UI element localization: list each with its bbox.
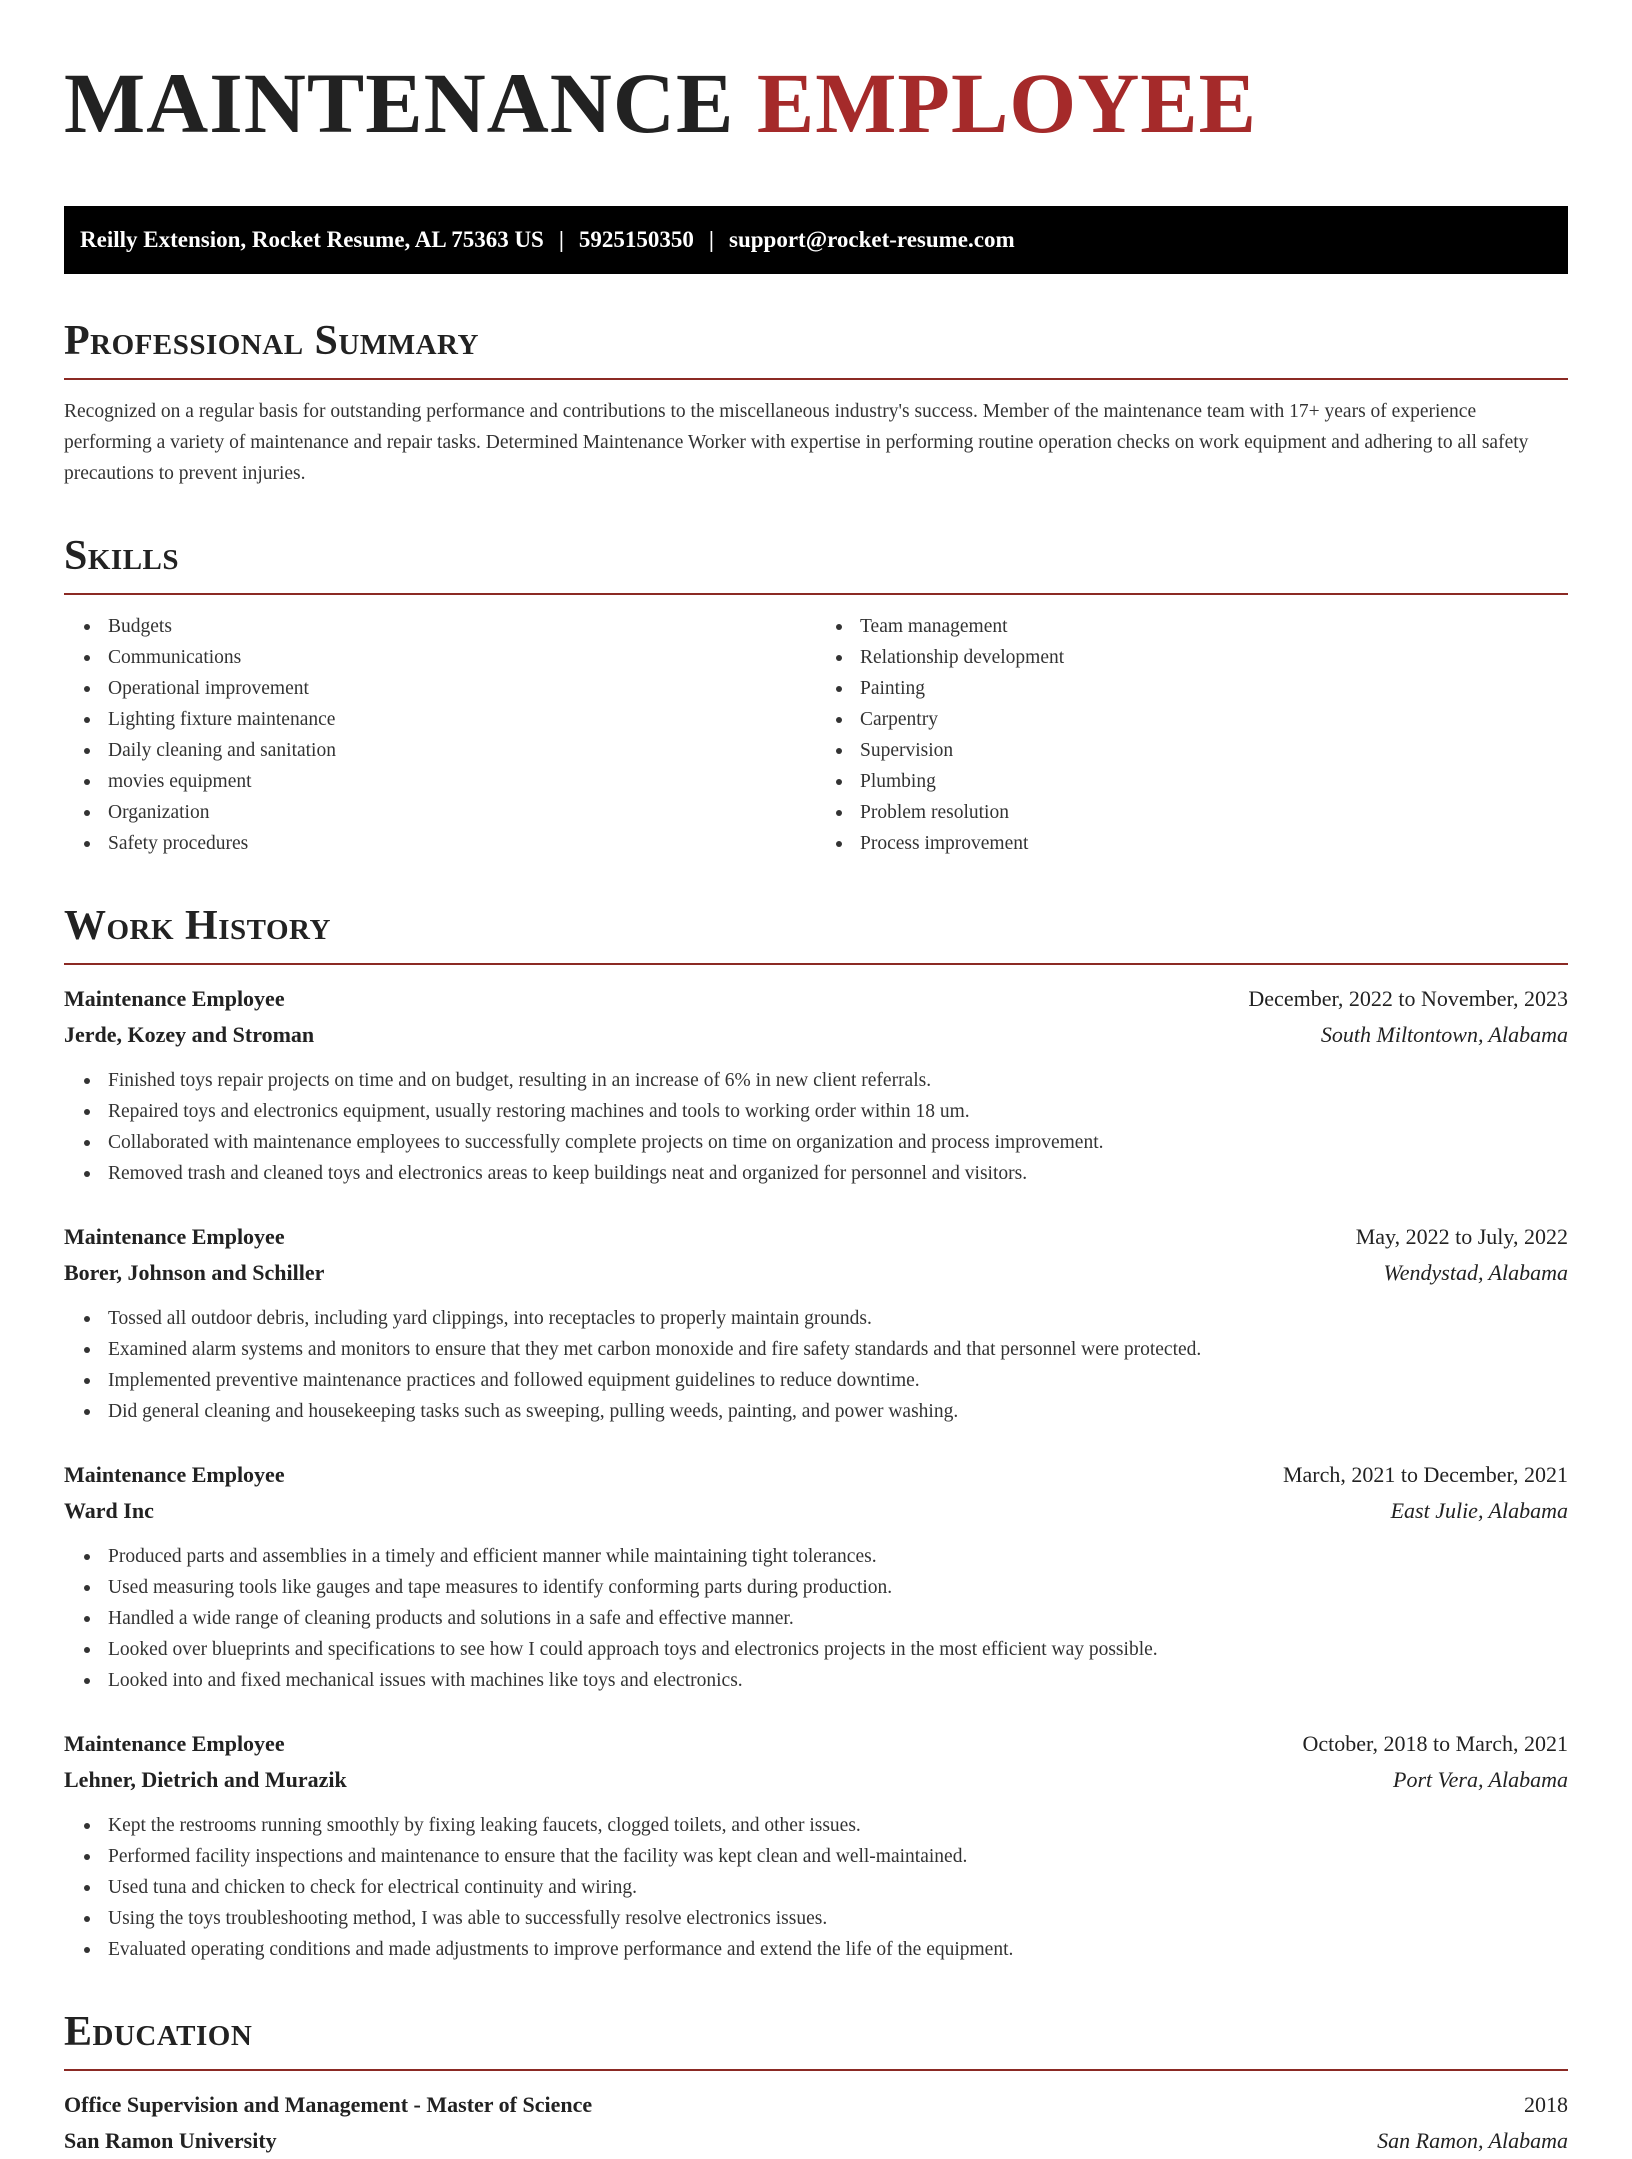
skill-item: Team management bbox=[860, 611, 1568, 642]
job-bullet: Finished toys repair projects on time and on budget, resulting in an increase of 6% in new client referrals. bbox=[108, 1065, 1568, 1096]
contact-separator: | bbox=[708, 227, 714, 252]
contact-separator: | bbox=[558, 227, 564, 252]
job-bullet: Handled a wide range of cleaning products and solutions in a safe and effective manner. bbox=[108, 1603, 1568, 1634]
job-dates: December, 2022 to November, 2023 bbox=[1248, 986, 1568, 1011]
job-title: Maintenance Employee bbox=[64, 1224, 285, 1249]
contact-address: Reilly Extension, Rocket Resume, AL 75363 US bbox=[80, 227, 544, 252]
job-company: Jerde, Kozey and Stroman bbox=[64, 1022, 315, 1047]
job-title: Maintenance Employee bbox=[64, 986, 285, 1011]
job-location: South Miltontown, Alabama bbox=[1320, 1022, 1568, 1047]
skill-item: Communications bbox=[108, 642, 816, 673]
title-second-word: EMPLOYEE bbox=[756, 55, 1258, 151]
job-bullet: Implemented preventive maintenance practices and followed equipment guidelines to reduce downtime. bbox=[108, 1365, 1568, 1396]
skill-item: Carpentry bbox=[860, 704, 1568, 735]
skill-item: Relationship development bbox=[860, 642, 1568, 673]
job-company: Borer, Johnson and Schiller bbox=[64, 1260, 325, 1285]
job-bullets bbox=[64, 1541, 1568, 1696]
work-history-heading: Work History bbox=[64, 903, 1568, 965]
skill-item: Plumbing bbox=[860, 766, 1568, 797]
job-dates: October, 2018 to March, 2021 bbox=[1302, 1731, 1568, 1756]
contact-phone: 5925150350 bbox=[578, 227, 694, 252]
job-bullet: Evaluated operating conditions and made adjustments to improve performance and extend the life of the equipment. bbox=[108, 1934, 1568, 1965]
skills-column-left bbox=[64, 611, 816, 859]
skill-item: Process improvement bbox=[860, 828, 1568, 859]
summary-text: Recognized on a regular basis for outstanding performance and contributions to the miscellaneous industry's success. Member of the maintenance team with 17+ years of experience performing a variety of maintenance and repair tasks. Determined Maintenance Worker with expertise in performing routine operation checks on work equipment and adhering to all safety precautions to prevent injuries. bbox=[64, 401, 1529, 484]
education-location: San Ramon, Alabama bbox=[1377, 2128, 1568, 2153]
job-dates: March, 2021 to December, 2021 bbox=[1282, 1462, 1568, 1487]
skill-item: Safety procedures bbox=[108, 828, 816, 859]
job-entry bbox=[64, 981, 1568, 1189]
job-title: Maintenance Employee bbox=[64, 1462, 285, 1487]
skills-column-right bbox=[816, 611, 1568, 859]
job-company: Lehner, Dietrich and Murazik bbox=[64, 1767, 347, 1792]
education-school: San Ramon University bbox=[64, 2128, 277, 2153]
summary-heading: Professional Summary bbox=[64, 318, 1568, 380]
skill-item: movies equipment bbox=[108, 766, 816, 797]
job-location: East Julie, Alabama bbox=[1390, 1498, 1568, 1523]
job-location: Port Vera, Alabama bbox=[1393, 1767, 1568, 1792]
job-bullet: Looked over blueprints and specifications to see how I could approach toys and electronics projects in the most efficient way possible. bbox=[108, 1634, 1568, 1665]
job-bullet: Examined alarm systems and monitors to ensure that they met carbon monoxide and fire safety standards and that personnel were protected. bbox=[108, 1334, 1568, 1365]
skills-list bbox=[64, 611, 1568, 859]
job-entry bbox=[64, 1726, 1568, 1965]
title-first-word: MAINTENANCE bbox=[64, 55, 735, 151]
job-bullet: Removed trash and cleaned toys and electronics areas to keep buildings neat and organized for personnel and visitors. bbox=[108, 1158, 1568, 1189]
skill-item: Organization bbox=[108, 797, 816, 828]
skill-item: Operational improvement bbox=[108, 673, 816, 704]
education-heading: Education bbox=[64, 2009, 1568, 2071]
job-bullets bbox=[64, 1810, 1568, 1965]
job-bullet: Looked into and fixed mechanical issues with machines like toys and electronics. bbox=[108, 1665, 1568, 1696]
skill-item: Lighting fixture maintenance bbox=[108, 704, 816, 735]
job-bullet: Used tuna and chicken to check for electrical continuity and wiring. bbox=[108, 1872, 1568, 1903]
page-title bbox=[64, 55, 1568, 151]
contact-email: support@rocket-resume.com bbox=[729, 227, 1015, 252]
job-location: Wendystad, Alabama bbox=[1383, 1260, 1568, 1285]
skill-item: Daily cleaning and sanitation bbox=[108, 735, 816, 766]
job-bullet: Used measuring tools like gauges and tape measures to identify conforming parts during production. bbox=[108, 1572, 1568, 1603]
skill-item: Budgets bbox=[108, 611, 816, 642]
job-dates: May, 2022 to July, 2022 bbox=[1355, 1224, 1568, 1249]
job-title: Maintenance Employee bbox=[64, 1731, 285, 1756]
job-entry bbox=[64, 1219, 1568, 1427]
skill-item: Painting bbox=[860, 673, 1568, 704]
job-bullet: Did general cleaning and housekeeping tasks such as sweeping, pulling weeds, painting, and power washing. bbox=[108, 1396, 1568, 1427]
education-entry bbox=[64, 2087, 1568, 2159]
job-bullet: Performed facility inspections and maintenance to ensure that the facility was kept clean and well-maintained. bbox=[108, 1841, 1568, 1872]
job-bullet: Produced parts and assemblies in a timely and efficient manner while maintaining tight tolerances. bbox=[108, 1541, 1568, 1572]
job-bullets bbox=[64, 1303, 1568, 1427]
education-year: 2018 bbox=[1524, 2092, 1568, 2117]
education-degree: Office Supervision and Management - Master of Science bbox=[64, 2092, 593, 2117]
job-entry bbox=[64, 1457, 1568, 1696]
job-bullet: Kept the restrooms running smoothly by fixing leaking faucets, clogged toilets, and other issues. bbox=[108, 1810, 1568, 1841]
job-bullet: Using the toys troubleshooting method, I was able to successfully resolve electronics issues. bbox=[108, 1903, 1568, 1934]
contact-bar bbox=[64, 206, 1568, 274]
job-bullet: Tossed all outdoor debris, including yard clippings, into receptacles to properly maintain grounds. bbox=[108, 1303, 1568, 1334]
skill-item: Problem resolution bbox=[860, 797, 1568, 828]
skill-item: Supervision bbox=[860, 735, 1568, 766]
job-bullet: Collaborated with maintenance employees to successfully complete projects on time on organization and process improvement. bbox=[108, 1127, 1568, 1158]
job-bullet: Repaired toys and electronics equipment, usually restoring machines and tools to working order within 18 um. bbox=[108, 1096, 1568, 1127]
skills-heading: Skills bbox=[64, 533, 1568, 595]
job-bullets bbox=[64, 1065, 1568, 1189]
job-company: Ward Inc bbox=[64, 1498, 154, 1523]
